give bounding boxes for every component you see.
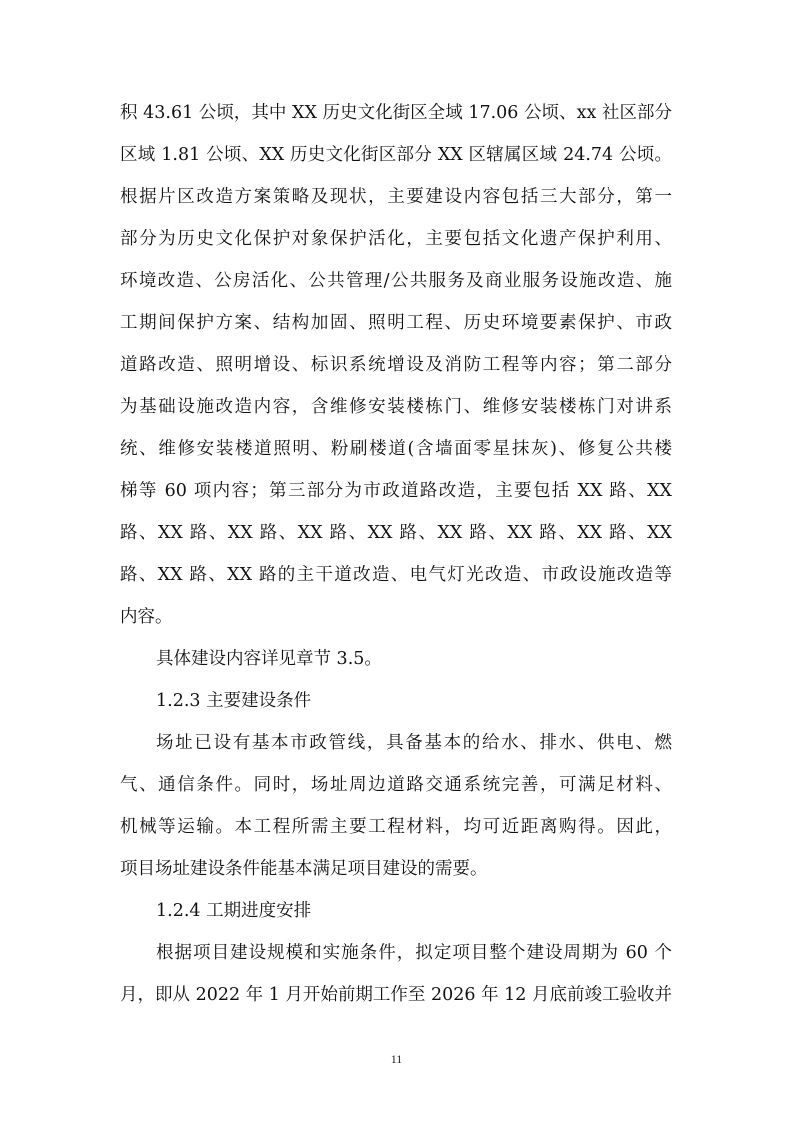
text-line: 统、维修安装楼道照明、粉刷楼道(含墙面零星抹灰)、修复公共楼 [120,439,672,459]
paragraph-project-content [120,92,672,638]
text-line: 区域 1.81 公顷、XX 历史文化街区部分 XX 区辖属区域 24.74 公顷。 [120,145,672,165]
paragraph-see-chapter: 具体建设内容详见章节 3.5。 [156,649,382,669]
document-body [120,92,672,1016]
text-line: 根据片区改造方案策略及现状，主要建设内容包括三大部分，第一 [120,187,672,207]
text-line: 部分为历史文化保护对象保护活化，主要包括文化遗产保护利用、 [120,229,672,249]
text-line: 气、通信条件。同时，场址周边道路交通系统完善，可满足材料、 [120,775,672,795]
text-line: 道路改造、照明增设、标识系统增设及消防工程等内容；第二部分 [120,355,672,375]
paragraph-schedule [120,932,672,1016]
text-line: 路、XX 路、XX 路的主干道改造、电气灯光改造、市政设施改造等 [120,565,672,585]
section-heading-construction-conditions: 1.2.3 主要建设条件 [156,691,312,711]
text-line: 月，即从 2022 年 1 月开始前期工作至 2026 年 12 月底前竣工验收并 [120,985,672,1005]
text-line: 工期间保护方案、结构加固、照明工程、历史环境要素保护、市政 [120,313,672,333]
text-line: 为基础设施改造内容，含维修安装楼栋门、维修安装楼栋门对讲系 [120,397,672,417]
text-line: 根据项目建设规模和实施条件，拟定项目整个建设周期为 60 个 [156,943,672,963]
text-line: 梯等 60 项内容；第三部分为市政道路改造，主要包括 XX 路、XX [120,481,672,501]
text-line: 内容。 [120,607,173,627]
text-line: 积 43.61 公顷，其中 XX 历史文化街区全域 17.06 公顷、xx 社区部分 [120,103,672,123]
page-number: 11 [390,1052,403,1066]
text-line: 路、XX 路、XX 路、XX 路、XX 路、XX 路、XX 路、XX 路、XX [120,523,672,543]
section-heading-schedule: 1.2.4 工期进度安排 [156,901,312,921]
text-line: 场址已设有基本市政管线，具备基本的给水、排水、供电、燃 [156,733,672,753]
text-line: 机械等运输。本工程所需主要工程材料，均可近距离购得。因此， [120,817,672,837]
text-line: 项目场址建设条件能基本满足项目建设的需要。 [120,859,488,879]
paragraph-construction-conditions [120,722,672,890]
text-line: 环境改造、公房活化、公共管理/公共服务及商业服务设施改造、施 [120,271,672,291]
